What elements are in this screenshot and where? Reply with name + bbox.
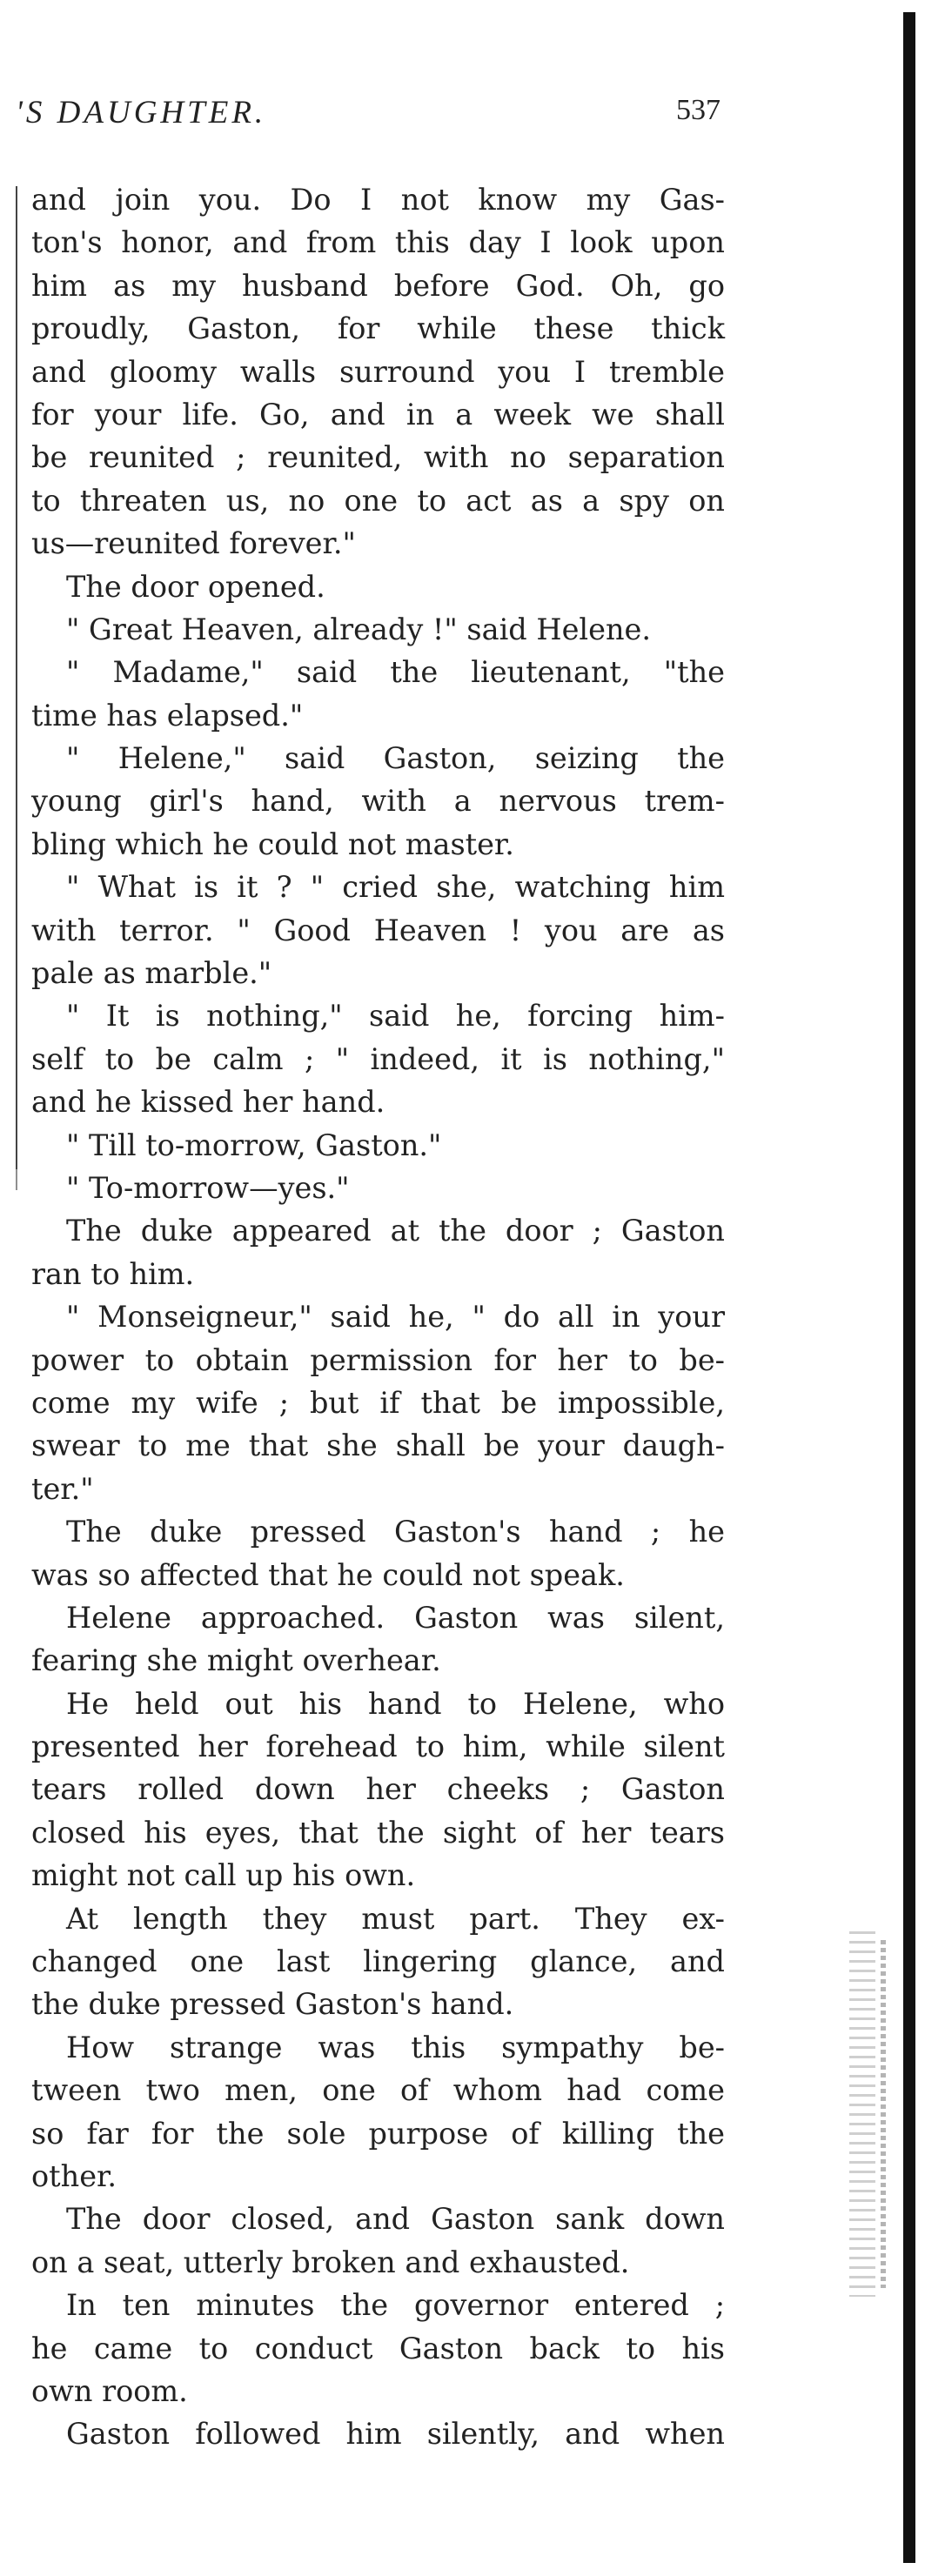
text-line: time has elapsed." <box>31 698 304 733</box>
text-line: changed one last lingering glance, and <box>31 1944 725 1979</box>
text-line: him as my husband before God. Oh, go <box>31 268 725 303</box>
text-line: swear to me that she shall be your daugh- <box>31 1429 725 1463</box>
text-line: with terror. " Good Heaven ! you are as <box>31 913 725 947</box>
running-title: 'S DAUGHTER. <box>16 95 267 130</box>
text-line: " Helene," said Gaston, seizing the <box>66 741 725 776</box>
text-line: The door opened. <box>66 569 325 604</box>
text-line: " What is it ? " cried she, watching him <box>66 870 725 905</box>
margin-rule-bottom <box>16 1077 17 1190</box>
text-line: fearing she might overhear. <box>31 1643 441 1678</box>
text-line: proudly, Gaston, for while these thick <box>31 311 725 346</box>
text-line: to threaten us, no one to act as a spy on <box>31 483 725 518</box>
text-line: At length they must part. They ex- <box>66 1901 725 1936</box>
text-line: for your life. Go, and in a week we shall <box>31 397 725 432</box>
page-edge-texture <box>849 1931 875 2297</box>
text-line: ran to him. <box>31 1256 195 1291</box>
text-line: He held out his hand to Helene, who <box>66 1686 725 1721</box>
text-line: come my wife ; but if that be impossible, <box>31 1385 725 1420</box>
text-line: and he kissed her hand. <box>31 1085 385 1120</box>
text-line: on a seat, utterly broken and exhausted. <box>31 2245 630 2279</box>
page-gutter-shadow <box>903 12 915 2563</box>
text-line: Gaston followed him silently, and when <box>66 2417 725 2452</box>
text-line: tween two men, one of whom had come <box>31 2073 725 2108</box>
text-line: and gloomy walls surround you I tremble <box>31 354 725 389</box>
text-line: own room. <box>31 2373 188 2408</box>
text-line: In ten minutes the governor entered ; <box>66 2288 725 2323</box>
text-line: Helene approached. Gaston was silent, <box>66 1600 725 1635</box>
text-line: " Great Heaven, already !" said Helene. <box>66 612 652 646</box>
text-line: ton's honor, and from this day I look upon <box>31 225 725 260</box>
text-line: and join you. Do I not know my Gas- <box>31 183 725 217</box>
text-line: " Madame," said the lieutenant, "the <box>66 655 725 690</box>
text-line: other. <box>31 2158 117 2193</box>
text-line: ter." <box>31 1471 94 1506</box>
text-line: be reunited ; reunited, with no separation <box>31 440 725 475</box>
text-line: " Till to-morrow, Gaston." <box>66 1127 442 1162</box>
text-line: so far for the sole purpose of killing the <box>31 2116 725 2151</box>
text-line: young girl's hand, with a nervous trem- <box>31 784 725 819</box>
running-head <box>16 94 720 137</box>
page-number: 537 <box>676 94 720 126</box>
text-line: the duke pressed Gaston's hand. <box>31 1987 514 2022</box>
margin-rule-top <box>16 186 17 1169</box>
page-edge-texture-secondary <box>881 1940 886 2288</box>
text-line: bling which he could not master. <box>31 826 514 861</box>
text-line: was so affected that he could not speak. <box>31 1557 625 1592</box>
text-line: us—reunited forever." <box>31 526 356 561</box>
text-line: The duke pressed Gaston's hand ; he <box>66 1515 725 1549</box>
text-line: pale as marble." <box>31 956 272 991</box>
body-text <box>31 178 725 2456</box>
text-line: tears rolled down her cheeks ; Gaston <box>31 1772 725 1807</box>
text-line: How strange was this sympathy be- <box>66 2030 725 2064</box>
text-line: he came to conduct Gaston back to his <box>31 2331 725 2365</box>
text-line: The door closed, and Gaston sank down <box>66 2202 725 2237</box>
text-line: power to obtain permission for her to be- <box>31 1342 725 1377</box>
text-line: " Monseigneur," said he, " do all in your <box>66 1300 725 1335</box>
text-line: " It is nothing," said he, forcing him- <box>66 999 725 1034</box>
text-line: closed his eyes, that the sight of her tears <box>31 1815 725 1850</box>
text-line: might not call up his own. <box>31 1858 416 1893</box>
text-line: self to be calm ; " indeed, it is nothing," <box>31 1041 725 1076</box>
text-line: " To-morrow—yes." <box>66 1170 350 1205</box>
text-line: The duke appeared at the door ; Gaston <box>66 1214 725 1248</box>
text-line: presented her forehead to him, while silent <box>31 1730 725 1764</box>
